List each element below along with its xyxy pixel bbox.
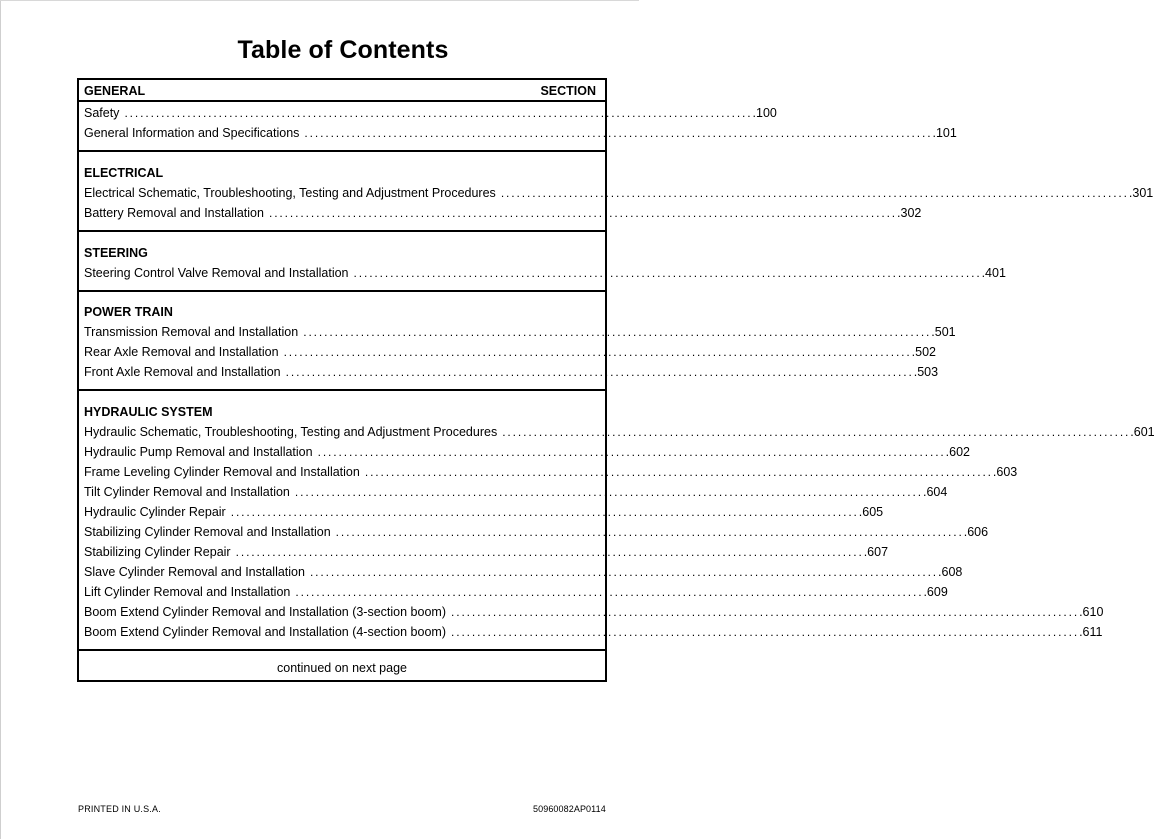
entry-title: Hydraulic Schematic, Troubleshooting, Testing and Adjustment Procedures — [84, 425, 498, 439]
entry-title: Hydraulic Cylinder Repair — [84, 505, 226, 519]
toc-entry[interactable] — [84, 584, 948, 600]
power-train-heading: POWER TRAIN — [84, 305, 173, 319]
leader-dots: ........................................................................................................................ — [450, 625, 1080, 639]
entry-section-number: .302 — [897, 206, 922, 220]
entry-section-number: .611 — [1079, 625, 1103, 639]
leader-dots: ........................................................................................................................ — [353, 266, 982, 280]
toc-entry[interactable] — [84, 424, 1155, 440]
entry-title: Steering Control Valve Removal and Installation — [84, 266, 349, 280]
entry-section-number: .401 — [981, 266, 1006, 280]
entry-section-number: .101 — [932, 126, 957, 140]
entry-title: General Information and Specifications — [84, 126, 300, 140]
page-edge-left — [0, 0, 1, 839]
leader-dots: ........................................................................................................................ — [335, 525, 964, 539]
page-edge-top — [0, 0, 639, 1]
toc-entry[interactable] — [84, 265, 1006, 281]
header-divider — [79, 100, 605, 102]
general-header — [84, 83, 596, 99]
toc-entry[interactable] — [84, 504, 884, 520]
leader-dots: ........................................................................................................................ — [317, 445, 946, 459]
leader-dots: ........................................................................................................................ — [235, 545, 864, 559]
leader-dots: ........................................................................................................................ — [124, 106, 753, 120]
entry-title: Stabilizing Cylinder Removal and Installation — [84, 525, 331, 539]
toc-entry[interactable] — [84, 524, 989, 540]
leader-dots: ........................................................................................................................ — [500, 186, 1129, 200]
toc-entry[interactable] — [84, 324, 956, 340]
general-heading: GENERAL — [84, 84, 146, 98]
toc-table — [77, 78, 1155, 682]
entry-title: Tilt Cylinder Removal and Installation — [84, 485, 290, 499]
leader-dots: ........................................................................................................................ — [304, 126, 933, 140]
entry-title: Boom Extend Cylinder Removal and Installation (3-section boom) — [84, 605, 446, 619]
entry-section-number: .604 — [922, 485, 948, 499]
hydraulic-heading: HYDRAULIC SYSTEM — [84, 405, 213, 419]
toc-entry[interactable] — [84, 344, 936, 360]
toc-entry[interactable] — [84, 205, 922, 221]
entry-section-number: .605 — [858, 505, 884, 519]
entry-section-number: .301 — [1128, 186, 1154, 200]
page-title: Table of Contents — [237, 36, 449, 64]
entry-title: Hydraulic Pump Removal and Installation — [84, 445, 313, 459]
entry-title: Boom Extend Cylinder Removal and Installation (4-section boom) — [84, 625, 446, 639]
entry-title: Transmission Removal and Installation — [84, 325, 299, 339]
continued-note: continued on next page — [277, 661, 407, 675]
entry-title: Safety — [84, 106, 120, 120]
toc-entry[interactable] — [84, 564, 963, 580]
entry-section-number: .100 — [752, 106, 777, 120]
leader-dots: ........................................................................................................................ — [303, 325, 932, 339]
entry-section-number: .606 — [963, 525, 989, 539]
entry-section-number: .602 — [945, 445, 971, 459]
entry-section-number: .503 — [913, 365, 939, 379]
leader-dots: ........................................................................................................................ — [230, 505, 859, 519]
toc-entry[interactable] — [84, 125, 957, 141]
toc-entry[interactable] — [84, 484, 948, 500]
section-divider — [79, 290, 605, 292]
steering-heading: STEERING — [84, 246, 148, 260]
entry-section-number: .501 — [931, 325, 956, 339]
section-divider — [79, 389, 605, 391]
toc-entry[interactable] — [84, 604, 1104, 620]
entry-section-number: .601 — [1130, 425, 1155, 439]
entry-section-number: .610 — [1079, 605, 1104, 619]
entry-title: Battery Removal and Installation — [84, 206, 264, 220]
leader-dots: ........................................................................................................................ — [450, 605, 1080, 619]
electrical-heading: ELECTRICAL — [84, 166, 164, 180]
toc-entry[interactable] — [84, 624, 1103, 640]
toc-entry[interactable] — [84, 364, 939, 380]
entry-section-number: .608 — [938, 565, 963, 579]
entry-section-number: .607 — [863, 545, 889, 559]
entry-title: Stabilizing Cylinder Repair — [84, 545, 231, 559]
leader-dots: ........................................................................................................................ — [309, 565, 939, 579]
leader-dots: ........................................................................................................................ — [295, 585, 924, 599]
leader-dots: ........................................................................................................................ — [268, 206, 898, 220]
section-divider — [79, 649, 605, 651]
section-divider — [79, 230, 605, 232]
entry-title: Front Axle Removal and Installation — [84, 365, 281, 379]
entry-title: Frame Leveling Cylinder Removal and Installation — [84, 465, 360, 479]
section-column-label: SECTION — [540, 84, 596, 98]
section-divider — [79, 150, 605, 152]
leader-dots: ........................................................................................................................ — [285, 365, 914, 379]
entry-section-number: .603 — [992, 465, 1018, 479]
entry-title: Slave Cylinder Removal and Installation — [84, 565, 305, 579]
entry-section-number: .609 — [923, 585, 948, 599]
leader-dots: ........................................................................................................................ — [283, 345, 912, 359]
leader-dots: ........................................................................................................................ — [294, 485, 923, 499]
toc-entry[interactable] — [84, 464, 1018, 480]
toc-entry[interactable] — [84, 105, 777, 121]
document-code: 50960082AP0114 — [533, 804, 606, 814]
toc-entry[interactable] — [84, 185, 1154, 201]
entry-title: Lift Cylinder Removal and Installation — [84, 585, 291, 599]
entry-section-number: .502 — [911, 345, 936, 359]
entry-title: Electrical Schematic, Troubleshooting, Testing and Adjustment Procedures — [84, 186, 496, 200]
leader-dots: ........................................................................................................................ — [364, 465, 993, 479]
leader-dots: ........................................................................................................................ — [502, 425, 1131, 439]
toc-entry[interactable] — [84, 544, 889, 560]
toc-entry[interactable] — [84, 444, 971, 460]
printed-in-footer: PRINTED IN U.S.A. — [78, 804, 161, 814]
entry-title: Rear Axle Removal and Installation — [84, 345, 279, 359]
